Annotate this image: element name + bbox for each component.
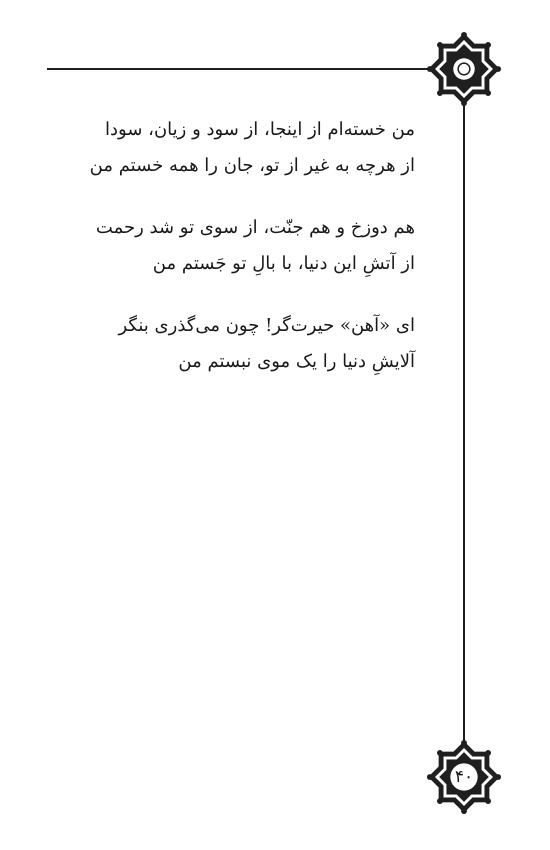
verse-line: آلایشِ دنیا را یک موی نبستم من	[178, 351, 415, 372]
verse-line: از آتشِ این دنیا، با بالِ تو جَستم من	[152, 253, 415, 274]
verse-line: ای «آهن» حیرت‌گر! چون می‌گذری بنگر	[118, 315, 415, 336]
stanza-1	[85, 112, 415, 184]
poem	[85, 112, 415, 406]
verse-line: از هرچه به غیر از تو، جان را همه خستم من	[89, 155, 415, 176]
page-number: ۴۰	[454, 767, 474, 787]
verse-line: هم دوزخ و هم جنّت، از سوی تو شد رحمت	[95, 217, 415, 238]
stanza-2	[85, 210, 415, 282]
verse-line: من خسته‌ام از اینجا، از سود و زیان، سودا	[105, 119, 415, 140]
side-rule	[463, 98, 465, 746]
stanza-3	[85, 308, 415, 380]
top-rosette-ornament-icon	[425, 30, 503, 108]
top-rule	[47, 68, 433, 70]
